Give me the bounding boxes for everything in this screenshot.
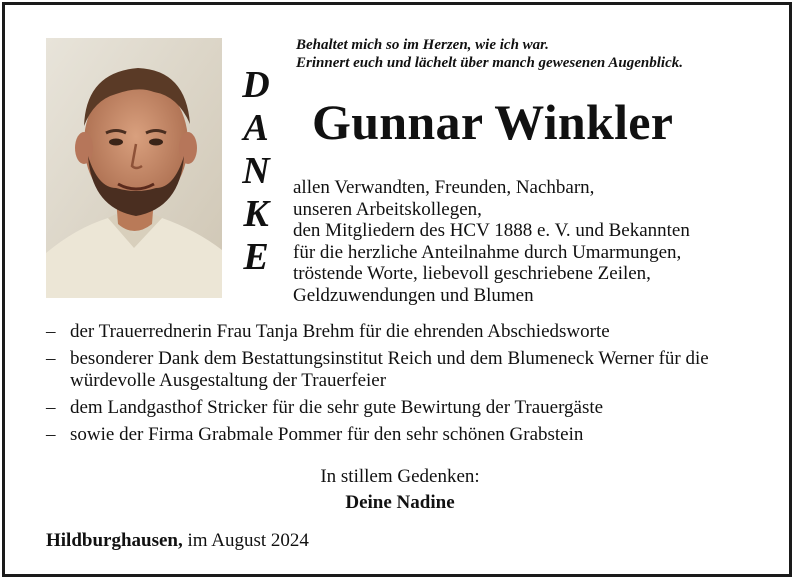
thanks-line: allen Verwandten, Freunden, Nachbarn, (293, 177, 595, 198)
list-item (46, 348, 776, 392)
danke-letter: N (242, 150, 270, 192)
list-item-text: der Trauerrednerin Frau Tanja Brehm für die ehrenden Abschiedsworte (70, 321, 610, 342)
dash-bullet: – (46, 397, 56, 418)
list-item (46, 397, 776, 419)
danke-letter: D (242, 64, 270, 106)
memorial-motto (296, 36, 776, 72)
memory-line: In stillem Gedenken: (320, 466, 480, 487)
thanks-line: unseren Arbeitskollegen, (293, 198, 482, 220)
deceased-name: Gunnar Winkler (312, 94, 674, 150)
thanks-line: Geldzuwendungen und Blumen (293, 284, 534, 306)
thanks-line: tröstende Worte, liebevoll geschriebene Zeilen, (293, 263, 651, 284)
motto-line: Erinnert euch und lächelt über manch gewesenen Augenblick. (296, 55, 683, 71)
dash-bullet: – (46, 321, 56, 342)
danke-letter: E (243, 236, 269, 278)
place-name: Hildburghausen, (46, 530, 183, 551)
motto-line: Behaltet mich so im Herzen, wie ich war. (296, 37, 549, 53)
list-item (46, 424, 776, 446)
list-item-text: besonderer Dank dem Bestattungsinstitut Reich und dem Blumeneck Werner für die würdevolle Ausgestaltung der Trauerfeier (70, 348, 709, 391)
acknowledgement-list (46, 321, 776, 451)
list-item-text: sowie der Firma Grabmale Pommer für den sehr schönen Grabstein (70, 424, 584, 445)
danke-vertical-heading (236, 64, 276, 279)
portrait-photo (46, 38, 222, 298)
danke-letter: A (243, 107, 269, 149)
dash-bullet: – (46, 348, 56, 369)
thanks-line: den Mitgliedern des HCV 1888 e. V. und Bekannten (293, 220, 690, 241)
signature: Deine Nadine (345, 492, 455, 513)
list-item (46, 321, 776, 343)
danke-letter: K (243, 193, 269, 235)
dash-bullet: – (46, 424, 56, 445)
place-date-line (46, 530, 309, 552)
thanks-line: für die herzliche Anteilnahme durch Umarmungen, (293, 241, 682, 263)
list-item-text: dem Landgasthof Stricker für die sehr gute Bewirtung der Trauergäste (70, 397, 604, 418)
thanks-paragraph (293, 177, 773, 306)
notice-date: im August 2024 (187, 530, 309, 551)
